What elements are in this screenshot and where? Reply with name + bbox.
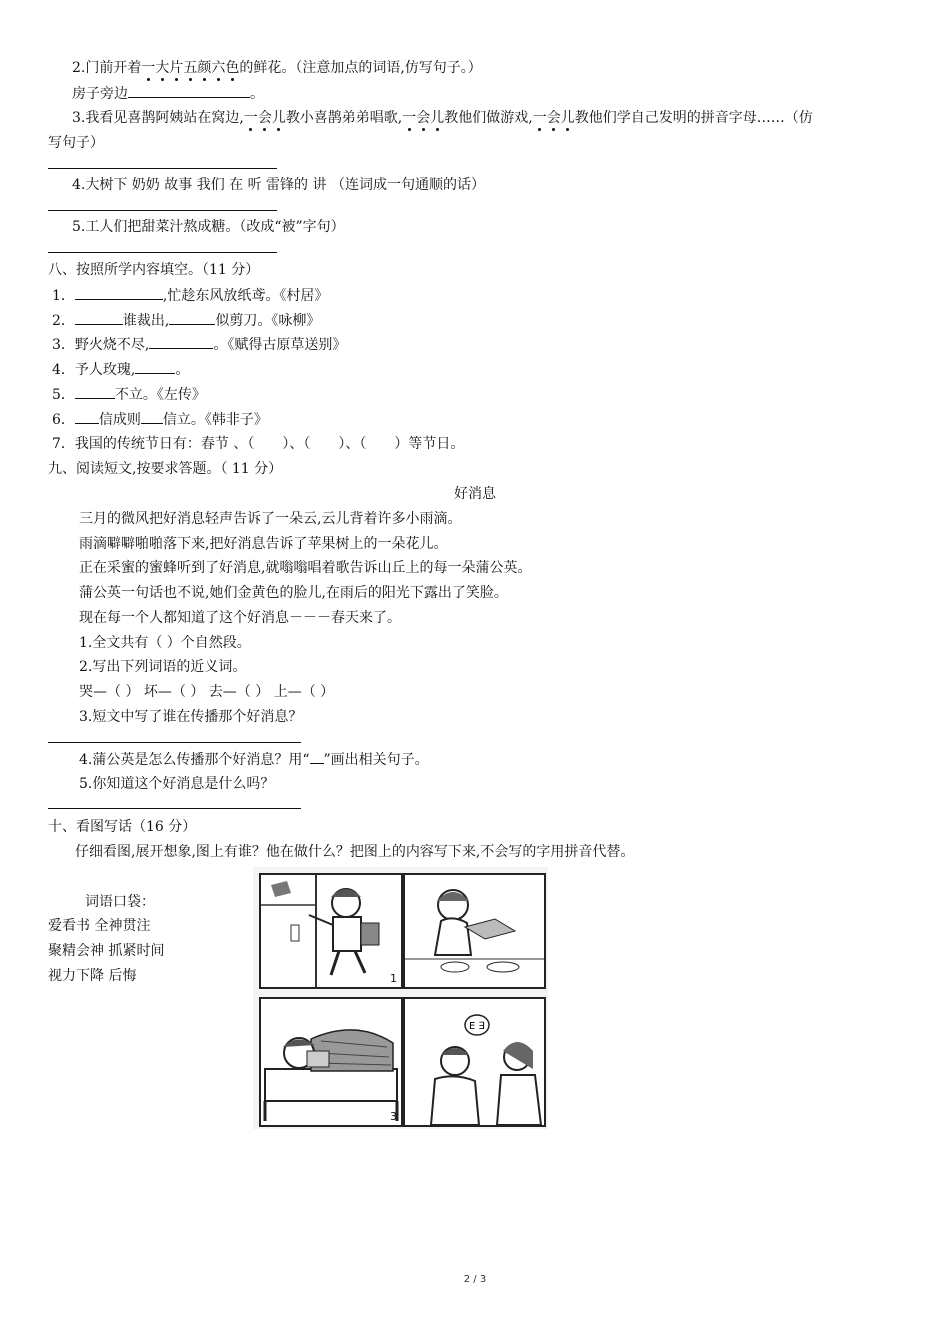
word-pocket-line: 聚精会神 抓紧时间 <box>48 943 165 959</box>
fill-item-2: 2． 谁裁出, 似剪刀。《咏柳》 <box>52 310 320 331</box>
question-4: 4.大树下 奶奶 故事 我们 在 听 雷锋的 讲 （连词成一句通顺的话） <box>72 177 485 193</box>
fill-blank[interactable] <box>169 310 215 325</box>
reading-question-4: 4.蒲公英是怎么传播那个好消息？用“ ”画出相关句子。 <box>79 749 429 770</box>
synonym-words: 哭—（ ） 坏—（ ） 去—（ ） 上—（ ） <box>79 684 335 700</box>
story-paragraph: 蒲公英一句话也不说,她们金黄色的脸儿,在雨后的阳光下露出了笑脸。 <box>79 585 508 601</box>
story-paragraph: 现在每一个人都知道了这个好消息－－－春天来了。 <box>79 610 401 626</box>
answer-line[interactable] <box>48 210 277 211</box>
word-pocket-title: 词语口袋： <box>85 894 155 910</box>
story-paragraph: 正在采蜜的蜜蜂听到了好消息,就嗡嗡唱着歌告诉山丘上的每一朵蒲公英。 <box>79 560 532 576</box>
fill-blank[interactable] <box>75 384 115 399</box>
comic-panel-4 <box>403 997 546 1127</box>
writing-instruction: 仔细看图,展开想象,图上有谁？他在做什么？把图上的内容写下来,不会写的字用拼音代替。 <box>75 844 635 860</box>
reading-question-1: 1.全文共有（ ）个自然段。 <box>79 635 251 651</box>
story-paragraph: 雨滴噼噼啪啪落下来,把好消息告诉了苹果树上的一朵花儿。 <box>79 536 448 552</box>
question-2: 2.门前开着一大片五颜六色的鲜花。（注意加点的词语,仿写句子。） <box>72 60 482 76</box>
fill-blank[interactable] <box>75 285 163 300</box>
page-number: 2 / 3 <box>463 1274 487 1285</box>
fill-blank[interactable] <box>75 409 99 424</box>
panel-number: 1 <box>390 972 397 985</box>
word-pocket-line: 爱看书 全神贯注 <box>48 918 151 934</box>
answer-line[interactable] <box>48 252 277 253</box>
fill-item-1: 1． ,忙趁东风放纸鸢。《村居》 <box>52 285 328 306</box>
fill-item-6: 6． 信成则 信立。《韩非子》 <box>52 409 268 430</box>
fill-item-4: 4．予人玫瑰, 。 <box>52 359 189 380</box>
fill-item-7: 7．我国的传统节日有：春节 、（ ）、（ ）、（ ）等节日。 <box>52 436 465 452</box>
fill-blank[interactable] <box>149 334 213 349</box>
answer-line[interactable] <box>48 168 277 169</box>
story-title: 好消息 <box>454 486 496 502</box>
comic-panel-2 <box>403 873 546 989</box>
svg-text:E ∃: E ∃ <box>469 1021 485 1032</box>
comic-panel-1 <box>259 873 403 989</box>
answer-line[interactable] <box>48 742 301 743</box>
reading-question-2: 2.写出下列词语的近义词。 <box>79 659 247 675</box>
comic-illustration <box>253 867 548 1129</box>
panel-number: 3 <box>390 1110 397 1123</box>
fill-blank[interactable] <box>135 359 175 374</box>
reading-question-5: 5.你知道这个好消息是什么吗？ <box>79 776 275 792</box>
story-paragraph: 三月的微风把好消息轻声告诉了一朵云,云儿背着许多小雨滴。 <box>79 511 462 527</box>
word-pocket-line: 视力下降 后悔 <box>48 968 137 984</box>
reading-question-3: 3.短文中写了谁在传播那个好消息？ <box>79 709 303 725</box>
section-8-title: 八、按照所学内容填空。（11 分） <box>48 262 260 278</box>
question-3-cont: 写句子） <box>48 135 104 151</box>
answer-line[interactable] <box>48 808 301 809</box>
fill-blank[interactable] <box>75 310 123 325</box>
question-3: 3.我看见喜鹊阿姨站在窝边,一会儿教小喜鹊弟弟唱歌,一会儿教他们做游戏,一会儿教他们学自己发明的拼音字母……（仿 <box>72 110 813 126</box>
section-9-title: 九、阅读短文,按要求答题。（ 11 分） <box>48 461 283 477</box>
comic-panel-3 <box>259 997 403 1127</box>
answer-blank[interactable] <box>128 83 250 98</box>
question-2-answer: 房子旁边 。 <box>72 83 264 104</box>
fill-blank[interactable] <box>141 409 163 424</box>
section-10-title: 十、看图写话（16 分） <box>48 819 197 835</box>
fill-item-5: 5． 不立。《左传》 <box>52 384 206 405</box>
question-5: 5.工人们把甜菜汁熬成糖。（改成“被”字句） <box>72 219 345 235</box>
fill-item-3: 3．野火烧不尽, 。《赋得古原草送别》 <box>52 334 346 355</box>
